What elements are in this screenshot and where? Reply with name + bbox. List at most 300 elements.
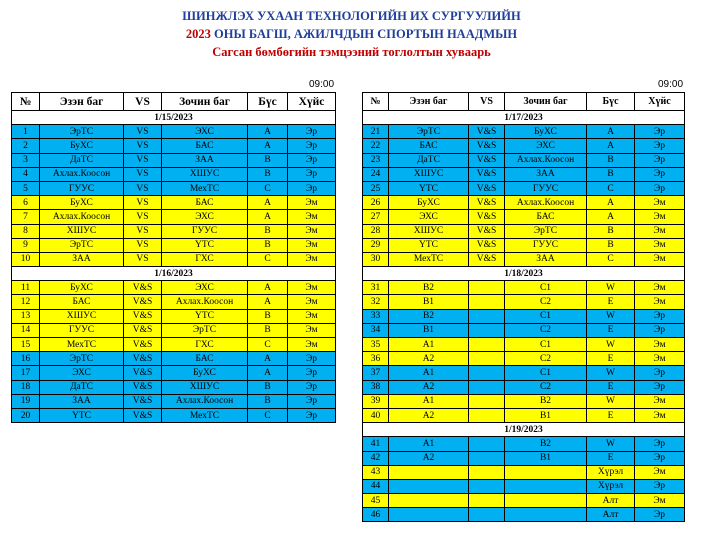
zone-cell: B (248, 167, 288, 181)
vs-cell: V&S (469, 224, 505, 238)
table-row (12, 366, 336, 380)
table-row (363, 323, 685, 337)
match-number: 27 (363, 210, 389, 224)
match-number: 7 (12, 210, 40, 224)
date-cell: 1/15/2023 (12, 111, 336, 125)
gender-cell: Эм (635, 465, 685, 479)
table-row (363, 181, 685, 195)
gender-cell: Эм (635, 196, 685, 210)
col-header-away: Зочин баг (505, 93, 587, 111)
gender-cell: Эм (635, 281, 685, 295)
match-number: 6 (12, 196, 40, 210)
zone-cell: Алт (587, 508, 635, 522)
match-number: 32 (363, 295, 389, 309)
vs-cell: VS (124, 153, 162, 167)
away-team: B1 (505, 408, 587, 422)
home-team: ҮТС (389, 238, 469, 252)
home-team: A2 (389, 408, 469, 422)
match-number: 16 (12, 352, 40, 366)
away-team (505, 494, 587, 508)
zone-cell: A (248, 196, 288, 210)
home-team: ҮТС (389, 181, 469, 195)
zone-cell: A (248, 125, 288, 139)
table-row (12, 295, 336, 309)
home-team: A1 (389, 437, 469, 451)
vs-cell: V&S (124, 323, 162, 337)
col-header-gender: Хүйс (288, 93, 336, 111)
table-row (363, 309, 685, 323)
match-number: 23 (363, 153, 389, 167)
zone-cell: W (587, 281, 635, 295)
zone-cell: E (587, 352, 635, 366)
gender-cell: Эр (288, 153, 336, 167)
table-row (12, 309, 336, 323)
gender-cell: Эм (635, 338, 685, 352)
home-team: БуХС (40, 281, 124, 295)
gender-cell: Эр (635, 451, 685, 465)
away-team: БуХС (505, 125, 587, 139)
table-row (363, 494, 685, 508)
table-row (363, 366, 685, 380)
match-number: 19 (12, 394, 40, 408)
home-team: ХШУС (389, 167, 469, 181)
away-team: C1 (505, 281, 587, 295)
home-team: ЗАА (40, 394, 124, 408)
date-cell: 1/19/2023 (363, 423, 685, 437)
away-team: БАС (162, 352, 248, 366)
match-number: 40 (363, 408, 389, 422)
table-header-row (363, 93, 685, 111)
match-number: 36 (363, 352, 389, 366)
away-team: C1 (505, 366, 587, 380)
zone-cell: B (248, 394, 288, 408)
zone-cell: B (248, 224, 288, 238)
right-start-time: 09:00 (658, 79, 684, 90)
home-team (389, 465, 469, 479)
zone-cell: B (587, 224, 635, 238)
match-number: 29 (363, 238, 389, 252)
gender-cell: Эр (635, 125, 685, 139)
match-number: 9 (12, 238, 40, 252)
match-number: 30 (363, 252, 389, 266)
vs-cell: V&S (469, 167, 505, 181)
away-team: C2 (505, 380, 587, 394)
match-number: 46 (363, 508, 389, 522)
vs-cell: V&S (469, 252, 505, 266)
zone-cell: A (248, 139, 288, 153)
home-team: Ахлах.Коосон (40, 167, 124, 181)
gender-cell: Эм (288, 224, 336, 238)
table-row (363, 196, 685, 210)
zone-cell: W (587, 437, 635, 451)
table-row (12, 281, 336, 295)
home-team: БуХС (40, 196, 124, 210)
vs-cell (469, 366, 505, 380)
col-header-no: № (12, 93, 40, 111)
away-team: C1 (505, 338, 587, 352)
away-team: ГУУС (162, 224, 248, 238)
vs-cell: V&S (124, 295, 162, 309)
match-number: 39 (363, 394, 389, 408)
zone-cell: W (587, 309, 635, 323)
table-row (12, 394, 336, 408)
table-row (363, 380, 685, 394)
zone-cell: B (587, 238, 635, 252)
vs-cell (469, 394, 505, 408)
away-team: БуХС (162, 366, 248, 380)
match-number: 38 (363, 380, 389, 394)
match-number: 13 (12, 309, 40, 323)
away-team: БАС (505, 210, 587, 224)
gender-cell: Эм (288, 295, 336, 309)
vs-cell: V&S (124, 309, 162, 323)
away-team: ЭХС (162, 125, 248, 139)
home-team: ЭрТС (389, 125, 469, 139)
away-team: МехТС (162, 408, 248, 422)
away-team: ХШУС (162, 380, 248, 394)
vs-cell (469, 408, 505, 422)
home-team: A2 (389, 352, 469, 366)
away-team: Ахлах.Коосон (162, 295, 248, 309)
match-number: 21 (363, 125, 389, 139)
away-team: БАС (162, 196, 248, 210)
zone-cell: A (248, 295, 288, 309)
zone-cell: A (248, 281, 288, 295)
zone-cell: B (248, 380, 288, 394)
away-team: C1 (505, 309, 587, 323)
match-number: 11 (12, 281, 40, 295)
col-header-away: Зочин баг (162, 93, 248, 111)
gender-cell: Эм (288, 196, 336, 210)
match-number: 1 (12, 125, 40, 139)
away-team: ЗАА (162, 153, 248, 167)
gender-cell: Эм (635, 394, 685, 408)
table-row (363, 210, 685, 224)
match-number: 18 (12, 380, 40, 394)
match-number: 22 (363, 139, 389, 153)
match-number: 43 (363, 465, 389, 479)
home-team: A2 (389, 451, 469, 465)
vs-cell (469, 465, 505, 479)
match-number: 37 (363, 366, 389, 380)
vs-cell: V&S (469, 181, 505, 195)
vs-cell: VS (124, 238, 162, 252)
gender-cell: Эр (288, 408, 336, 422)
date-row (363, 111, 685, 125)
vs-cell: V&S (124, 394, 162, 408)
match-number: 10 (12, 252, 40, 266)
zone-cell: Алт (587, 494, 635, 508)
away-team: B1 (505, 451, 587, 465)
vs-cell: V&S (469, 139, 505, 153)
table-row (363, 465, 685, 479)
away-team: ГХС (162, 252, 248, 266)
right-schedule-table (362, 92, 685, 522)
table-row (363, 394, 685, 408)
away-team: БАС (162, 139, 248, 153)
match-number: 44 (363, 479, 389, 493)
vs-cell (469, 508, 505, 522)
match-number: 41 (363, 437, 389, 451)
gender-cell: Эр (635, 181, 685, 195)
vs-cell: VS (124, 224, 162, 238)
vs-cell (469, 295, 505, 309)
table-row (363, 295, 685, 309)
table-row (363, 252, 685, 266)
zone-cell: E (587, 451, 635, 465)
home-team: ДаТС (389, 153, 469, 167)
vs-cell: VS (124, 181, 162, 195)
col-header-vs: VS (469, 93, 505, 111)
gender-cell: Эм (288, 323, 336, 337)
away-team: ЭХС (505, 139, 587, 153)
vs-cell: VS (124, 210, 162, 224)
table-row (363, 167, 685, 181)
away-team: C2 (505, 295, 587, 309)
match-number: 8 (12, 224, 40, 238)
home-team: ХШУС (40, 224, 124, 238)
vs-cell: V&S (124, 380, 162, 394)
gender-cell: Эр (635, 437, 685, 451)
home-team: МехТС (389, 252, 469, 266)
gender-cell: Эм (635, 210, 685, 224)
gender-cell: Эм (635, 252, 685, 266)
vs-cell (469, 380, 505, 394)
home-team (389, 494, 469, 508)
col-header-vs: VS (124, 93, 162, 111)
vs-cell: V&S (124, 408, 162, 422)
gender-cell: Эр (635, 508, 685, 522)
gender-cell: Эр (635, 139, 685, 153)
gender-cell: Эм (635, 295, 685, 309)
away-team: Ахлах.Коосон (505, 196, 587, 210)
gender-cell: Эр (288, 352, 336, 366)
vs-cell: VS (124, 167, 162, 181)
gender-cell: Эм (288, 309, 336, 323)
zone-cell: A (248, 352, 288, 366)
table-row (363, 437, 685, 451)
away-team: ҮТС (162, 238, 248, 252)
away-team: ХШУС (162, 167, 248, 181)
home-team: ГУУС (40, 323, 124, 337)
gender-cell: Эр (635, 366, 685, 380)
vs-cell: V&S (469, 238, 505, 252)
home-team: B1 (389, 295, 469, 309)
col-header-home: Эзэн баг (40, 93, 124, 111)
zone-cell: C (248, 252, 288, 266)
gender-cell: Эм (635, 224, 685, 238)
table-row (363, 479, 685, 493)
gender-cell: Эр (635, 380, 685, 394)
col-header-no: № (363, 93, 389, 111)
zone-cell: A (587, 196, 635, 210)
match-number: 25 (363, 181, 389, 195)
zone-cell: E (587, 380, 635, 394)
away-team (505, 465, 587, 479)
date-cell: 1/18/2023 (363, 267, 685, 281)
match-number: 35 (363, 338, 389, 352)
gender-cell: Эм (288, 281, 336, 295)
away-team: Ахлах.Коосон (505, 153, 587, 167)
gender-cell: Эм (635, 352, 685, 366)
col-header-home: Эзэн баг (389, 93, 469, 111)
home-team: ХШУС (389, 224, 469, 238)
table-row (12, 181, 336, 195)
match-number: 4 (12, 167, 40, 181)
zone-cell: W (587, 394, 635, 408)
date-row (12, 267, 336, 281)
home-team: A1 (389, 394, 469, 408)
table-row (363, 238, 685, 252)
home-team: БАС (40, 295, 124, 309)
home-team: A1 (389, 366, 469, 380)
right-table-body (363, 111, 685, 522)
away-team: ГУУС (505, 181, 587, 195)
home-team: B2 (389, 309, 469, 323)
zone-cell: A (248, 366, 288, 380)
col-header-zone: Бүс (248, 93, 288, 111)
home-team (389, 479, 469, 493)
zone-cell: C (248, 338, 288, 352)
table-row (363, 139, 685, 153)
date-cell: 1/17/2023 (363, 111, 685, 125)
zone-cell: B (248, 323, 288, 337)
col-header-zone: Бүс (587, 93, 635, 111)
gender-cell: Эр (635, 153, 685, 167)
vs-cell (469, 437, 505, 451)
gender-cell: Эр (288, 167, 336, 181)
zone-cell: B (248, 153, 288, 167)
gender-cell: Эм (288, 238, 336, 252)
table-row (363, 451, 685, 465)
zone-cell: Хүрэл (587, 479, 635, 493)
match-number: 17 (12, 366, 40, 380)
table-row (12, 196, 336, 210)
away-team: Ахлах.Коосон (162, 394, 248, 408)
home-team: A1 (389, 338, 469, 352)
gender-cell: Эр (635, 323, 685, 337)
table-row (12, 238, 336, 252)
home-team: МехТС (40, 338, 124, 352)
vs-cell: V&S (124, 281, 162, 295)
gender-cell: Эр (288, 125, 336, 139)
match-number: 34 (363, 323, 389, 337)
title-line-1: ШИНЖЛЭХ УХААН ТЕХНОЛОГИЙН ИХ СУРГУУЛИЙН (182, 9, 521, 23)
away-team: ЭрТС (505, 224, 587, 238)
home-team: ҮТС (40, 408, 124, 422)
vs-cell: V&S (124, 366, 162, 380)
home-team: ДаТС (40, 153, 124, 167)
zone-cell: A (587, 210, 635, 224)
table-header-row (12, 93, 336, 111)
home-team: ДаТС (40, 380, 124, 394)
vs-cell: V&S (469, 125, 505, 139)
zone-cell: B (248, 238, 288, 252)
table-row (363, 224, 685, 238)
home-team: ЭрТС (40, 238, 124, 252)
date-cell: 1/16/2023 (12, 267, 336, 281)
match-number: 45 (363, 494, 389, 508)
vs-cell (469, 494, 505, 508)
away-team (505, 508, 587, 522)
left-schedule-table (11, 92, 336, 423)
home-team: БуХС (389, 196, 469, 210)
vs-cell (469, 352, 505, 366)
date-row (12, 111, 336, 125)
title-line-3: Сагсан бөмбөгийн тэмцээний тоглолтын хуваарь (212, 45, 491, 59)
home-team: B2 (389, 281, 469, 295)
away-team: ЭХС (162, 210, 248, 224)
home-team: ЗАА (40, 252, 124, 266)
vs-cell (469, 479, 505, 493)
vs-cell: V&S (469, 196, 505, 210)
vs-cell: V&S (124, 352, 162, 366)
away-team: ҮТС (162, 309, 248, 323)
match-number: 42 (363, 451, 389, 465)
home-team: ЭХС (389, 210, 469, 224)
home-team: B1 (389, 323, 469, 337)
match-number: 28 (363, 224, 389, 238)
away-team: B2 (505, 394, 587, 408)
vs-cell: V&S (124, 338, 162, 352)
table-row (12, 323, 336, 337)
away-team: ЭрТС (162, 323, 248, 337)
away-team: ГХС (162, 338, 248, 352)
gender-cell: Эм (635, 408, 685, 422)
vs-cell (469, 338, 505, 352)
zone-cell: W (587, 366, 635, 380)
match-number: 14 (12, 323, 40, 337)
gender-cell: Эм (288, 252, 336, 266)
gender-cell: Эр (288, 181, 336, 195)
gender-cell: Эр (635, 479, 685, 493)
match-number: 24 (363, 167, 389, 181)
date-row (363, 423, 685, 437)
left-start-time: 09:00 (309, 79, 335, 90)
match-number: 31 (363, 281, 389, 295)
zone-cell: B (587, 167, 635, 181)
home-team: БуХС (40, 139, 124, 153)
table-row (12, 352, 336, 366)
table-row (12, 125, 336, 139)
away-team: ГУУС (505, 238, 587, 252)
title-year: 2023 (185, 27, 211, 41)
match-number: 12 (12, 295, 40, 309)
zone-cell: Хүрэл (587, 465, 635, 479)
vs-cell (469, 451, 505, 465)
vs-cell: VS (124, 139, 162, 153)
vs-cell (469, 281, 505, 295)
gender-cell: Эм (635, 494, 685, 508)
title-line-2 (0, 26, 703, 42)
gender-cell: Эм (288, 210, 336, 224)
match-number: 20 (12, 408, 40, 422)
table-row (12, 408, 336, 422)
match-number: 3 (12, 153, 40, 167)
home-team: БАС (389, 139, 469, 153)
gender-cell: Эр (288, 380, 336, 394)
table-row (363, 408, 685, 422)
zone-cell: E (587, 323, 635, 337)
zone-cell: B (587, 153, 635, 167)
home-team: ХШУС (40, 309, 124, 323)
match-number: 15 (12, 338, 40, 352)
table-row (363, 338, 685, 352)
away-team: МехТС (162, 181, 248, 195)
home-team (389, 508, 469, 522)
away-team: C2 (505, 352, 587, 366)
vs-cell: VS (124, 196, 162, 210)
